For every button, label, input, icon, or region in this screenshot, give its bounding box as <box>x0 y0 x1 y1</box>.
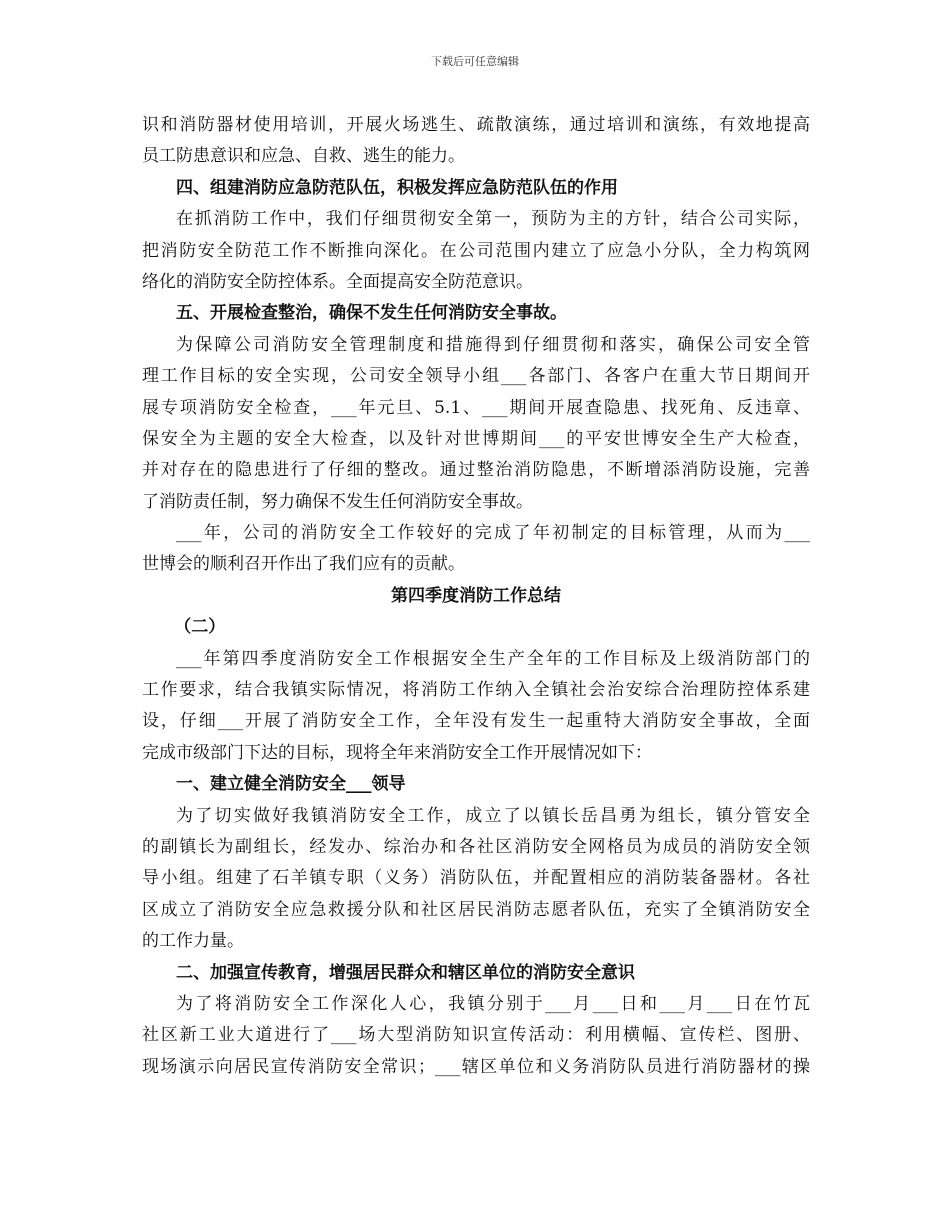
text-line: 并对存在的隐患进行了仔细的整改。通过整治消防隐患，不断增添消防设施，完善 <box>142 460 810 481</box>
text-line: 五、开展检查整治，确保不发生任何消防安全事故。 <box>176 303 567 324</box>
text-line: 现场演示向居民宣传消防安全常识；___辖区单位和义务消防队员进行消防器材的操 <box>142 1056 810 1077</box>
text-line: 完成市级部门下达的目标，现将全年来消防安全工作开展情况如下： <box>142 742 652 763</box>
text-line: 了消防责任制，努力确保不发生任何消防安全事故。 <box>142 491 533 512</box>
document-body <box>142 110 810 1083</box>
text-line: （二） <box>174 617 226 638</box>
text-line: 把消防安全防范工作不断推向深化。在公司范围内建立了应急小分队，全力构筑网 <box>142 240 810 261</box>
text-line: 员工防患意识和应急、自救、逃生的能力。 <box>142 146 465 167</box>
text-line: 为了将消防安全工作深化人心，我镇分别于___月___日和___月___日在竹瓦 <box>176 993 810 1014</box>
text-line: ___年第四季度消防安全工作根据安全生产全年的工作目标及上级消防部门的 <box>176 648 810 669</box>
text-line: 展专项消防安全检查，___年元旦、5.1、___期间开展查隐患、找死角、反违章、 <box>142 397 810 418</box>
text-line: 区成立了消防安全应急救援分队和社区居民消防志愿者队伍，充实了全镇消防安全 <box>142 899 810 920</box>
text-line: 在抓消防工作中，我们仔细贯彻安全第一，预防为主的方针，结合公司实际， <box>176 209 810 230</box>
text-line: 为了切实做好我镇消防安全工作，成立了以镇长岳昌勇为组长，镇分管安全 <box>176 805 810 826</box>
text-line: 为保障公司消防安全管理制度和措施得到仔细贯彻和落实，确保公司安全管 <box>176 334 810 355</box>
text-line: 一、建立健全消防安全___领导 <box>176 774 406 795</box>
text-line: 络化的消防安全防控体系。全面提高安全防范意识。 <box>142 271 533 292</box>
page-header: 下载后可任意编辑 <box>431 55 519 68</box>
text-line: 第四季度消防工作总结 <box>391 585 561 606</box>
text-line: 工作要求，结合我镇实际情况，将消防工作纳入全镇社会治安综合治理防控体系建 <box>142 680 810 701</box>
text-line: 保安全为主题的安全大检查，以及针对世博期间___的平安世博安全生产大检查， <box>142 428 810 449</box>
text-line: 设，仔细___开展了消防安全工作，全年没有发生一起重特大消防安全事故，全面 <box>142 711 810 732</box>
text-line: 的副镇长为副组长，经发办、综治办和各社区消防安全网格员为成员的消防安全领 <box>142 836 810 857</box>
text-line: 世博会的顺利召开作出了我们应有的贡献。 <box>142 554 465 575</box>
text-line: 社区新工业大道进行了___场大型消防知识宣传活动：利用横幅、宣传栏、图册、 <box>142 1025 810 1046</box>
text-line: 理工作目标的安全实现，公司安全领导小组___各部门、各客户在重大节日期间开 <box>142 366 810 387</box>
text-line: 四、组建消防应急防范队伍，积极发挥应急防范队伍的作用 <box>176 177 618 198</box>
text-line: 导小组。组建了石羊镇专职（义务）消防队伍，并配置相应的消防装备器材。各社 <box>142 868 810 889</box>
text-line: 识和消防器材使用培训，开展火场逃生、疏散演练，通过培训和演练，有效地提高 <box>142 115 810 135</box>
text-line: ___年，公司的消防安全工作较好的完成了年初制定的目标管理，从而为___ <box>176 523 810 544</box>
text-line: 二、加强宣传教育，增强居民群众和辖区单位的消防安全意识 <box>176 962 635 983</box>
text-line: 的工作力量。 <box>142 931 244 952</box>
